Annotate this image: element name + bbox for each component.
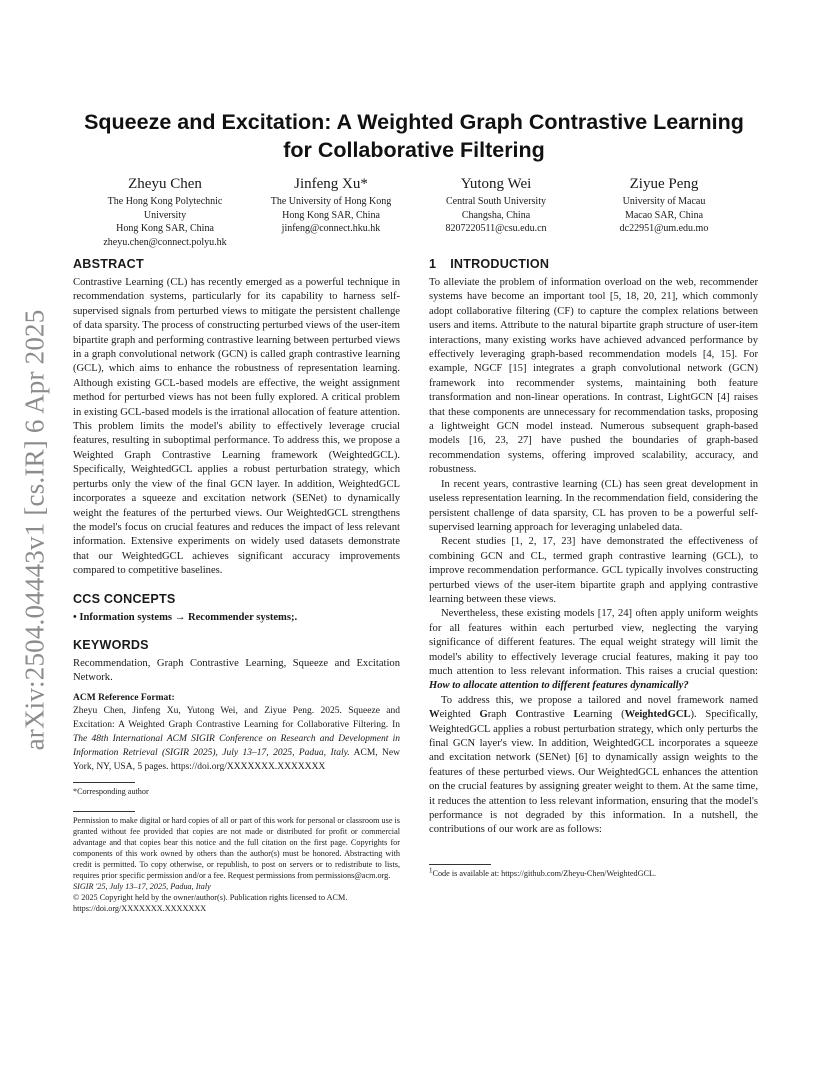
conference-line: SIGIR '25, July 13–17, 2025, Padua, Italy <box>73 881 211 891</box>
permission-notice: Permission to make digital or hard copies of all or part of this work for personal or classroom use is granted without fee provided that copies are not made or distributed for profit or commercial advantage and that copies bear this notice and the full citation on the first page. Copyrights for components of this work owned by others than the author(s) must be honored. Abstracting with credit is permitted. To copy otherwise, or republish, to post on servers or to redistribute to lists, requires prior specific permission and/or a fee. Request permissions from permissions@acm.org. <box>73 815 400 880</box>
author-block <box>90 174 240 249</box>
author-location: Hong Kong SAR, China <box>116 223 214 234</box>
intro-paragraph <box>429 694 758 838</box>
acm-reference-rest: ACM, New York, NY, USA, 5 pages. https://doi.org/XXXXXXX.XXXXXXX <box>73 747 400 772</box>
intro-text: ontrastive <box>522 709 574 721</box>
author-block <box>589 174 739 236</box>
author-affiliation: Central South University <box>446 196 546 207</box>
author-affiliation: Hong Kong SAR, China <box>282 209 380 221</box>
author-email: zheyu.chen@connect.polyu.hk <box>103 236 227 248</box>
abstract-text: Contrastive Learning (CL) has recently emerged as a powerful technique in recommendation systems, particularly for its capability to harness self-supervised signals from perturbed views to mitigate the persistent challenge of data sparsity. The process of constructing perturbed views of the user-item bipartite graph and performing contrastive learning between perturbed views in a graph convolutional network (GCN) is called graph contrastive learning (GCL), which aims to enhance the robustness of representation learning. Although existing GCL-based models are effective, the weight assignment method for perturbed views has not been fully explored. A critical problem in existing GCL-based models is the irrational allocation of feature attention. This problem limits the model's ability to effectively leverage crucial features, resulting in suboptimal performance. To address this, we propose a Weighted Graph Contrastive Learning framework (WeightedGCL). Specifically, WeightedGCL applies a robust perturbation strategy, which perturbs only the view of the final GCN layer. In addition, WeightedGCL incorporates a squeeze and excitation network (SENet) to dynamically weight the features of the perturbed views. Our WeightedGCL strengthens the model's focus on crucial features and reduces the impact of less relevant information. Extensive experiments on widely used datasets demonstrate that our WeightedGCL achieves significant accuracy improvements compared to competitive baselines. <box>73 277 400 577</box>
key-question: How to allocate attention to different features dynamically? <box>429 680 689 692</box>
author-affiliation: Changsha, China <box>461 209 531 221</box>
arxiv-id: arXiv:2504.04443v1 [cs.IR] 6 Apr 2025 <box>19 309 50 751</box>
acm-reference <box>73 704 400 774</box>
permission-rule <box>73 811 135 812</box>
intro-paragraph: In recent years, contrastive learning (CL) has seen great development in useless representation learning. In the recommendation field, considering the persistent challenge of data sparsity, CL has proven to be a powerful self-supervised learning approach for leveraging unlabeled data. <box>429 478 758 533</box>
copyright-line: © 2025 Copyright held by the owner/author(s). Publication rights licensed to ACM. <box>73 892 348 902</box>
intro-paragraph <box>429 607 758 693</box>
ccs-heading: CCS CONCEPTS <box>73 591 176 606</box>
author-name: Zheyu Chen <box>128 176 202 192</box>
acronym-letter: L <box>573 709 581 721</box>
author-email: dc22951@um.edu.mo <box>619 223 709 234</box>
author-name: Jinfeng Xu* <box>294 176 368 192</box>
arxiv-stamp <box>20 300 50 760</box>
intro-paragraph: To alleviate the problem of information overload on the web, recommender systems have become an important tool [5, 18, 20, 21], which commonly adopt collaborative filtering (CF) to capture the complex relations between users and items. Attribute to the natural bipartite graph structure of user-item interactions, many existing works have achieved advanced performance by effectively leveraging graph-based recommendation models [4, 15]. For example, NGCF [15] integrates a graph convolutional network (GCN) framework into recommender systems, maintaining both feature transformation and non-linear operations. In contrast, LightGCN [4] raises that these components are unnecessary for recommendation tasks, proposing a lightweight GCN model instead. Numerous subsequent graph-based models [16, 23, 27] have pushed the boundaries of graph-based recommendation systems, offering improved scalability, accuracy, and robustness. <box>429 277 758 476</box>
intro-text: earning ( <box>580 709 625 721</box>
author-affiliation: University of Macau <box>622 196 706 207</box>
author-name: Ziyue Peng <box>629 176 699 192</box>
intro-text: To address this, we propose a tailored and novel framework named <box>441 694 758 706</box>
footnote-rule <box>73 782 135 783</box>
section-number: 1 <box>429 257 437 271</box>
footnote-rule <box>429 864 491 865</box>
acm-reference-heading: ACM Reference Format: <box>73 692 175 703</box>
author-block <box>421 174 571 236</box>
acm-reference-venue: The 48th International ACM SIGIR Conference on Research and Development in Information Retrieval (SIGIR 2025), July 13–17, 2025, Padua, Italy. <box>73 733 400 758</box>
corresponding-author-note: *Corresponding author <box>73 786 149 796</box>
author-email: 8207220511@csu.edu.cn <box>445 223 547 234</box>
intro-text: ). Specifically, WeightedGCL applies a robust perturbation strategy, which only perturbs the final GCN layer's view. In addition, WeightedGCL incorporates a squeeze and excitation network (SENet) [6] to dynamically assign weights to the features of these perturbed views. Our WeightedGCL enhances the attention on the crucial features by assigning greater weight to them. At the same time, it reduces the attention to less relevant information, ensuring that the model's performance is not degraded by this information. In a nutshell, the contributions of our work are as follows: <box>429 709 758 836</box>
acm-reference-authors: Zheyu Chen, Jinfeng Xu, Yutong Wei, and Ziyue Peng. 2025. Squeeze and Excitation: A Weighted Graph Contrastive Learning for Collaborative Filtering. In <box>73 705 400 730</box>
keywords-heading: KEYWORDS <box>73 637 149 652</box>
title-line-1: Squeeze and Excitation: A Weighted Graph Contrastive Learning <box>84 110 744 134</box>
intro-paragraph: Recent studies [1, 2, 17, 23] have demonstrated the effectiveness of combining GCN and CL, termed graph contrastive learning (GCL), to improve recommendation performance. GCL typically involves constructing perturbed views of the user-item bipartite graph and applying contrastive learning between these views. <box>429 536 758 605</box>
acronym-letter: W <box>429 709 440 721</box>
model-name: WeightedGCL <box>624 709 691 721</box>
section-title: INTRODUCTION <box>450 257 550 271</box>
abstract-heading: ABSTRACT <box>73 257 144 271</box>
intro-text: raph <box>487 709 516 721</box>
left-column <box>73 256 400 914</box>
author-affiliation: University <box>143 209 187 221</box>
keywords-text: Recommendation, Graph Contrastive Learning, Squeeze and Excitation Network. <box>73 657 400 684</box>
author-affiliation: The University of Hong Kong <box>270 196 392 207</box>
author-name: Yutong Wei <box>460 176 532 192</box>
right-column <box>429 256 758 879</box>
code-link[interactable]: Code is available at: https://github.com/Zheyu-Chen/WeightedGCL. <box>432 868 657 878</box>
doi-line: https://doi.org/XXXXXXX.XXXXXXX <box>73 903 207 913</box>
acronym-letter: G <box>479 709 488 721</box>
ccs-text: • Information systems → Recommender systems;. <box>73 611 298 623</box>
intro-text: Nevertheless, these existing models [17, 24] often apply uniform weights for all features within each perturbed view, neglecting the varying significance of different features. The equal weight strategy will limit the model's ability to effectively leverage crucial features, making it pay too much attention to less relevant information. This raises a crucial question: <box>429 608 758 677</box>
acronym-letter: C <box>515 709 523 721</box>
paper-title <box>60 108 768 164</box>
title-line-2: for Collaborative Filtering <box>283 138 545 162</box>
intro-text: eighted <box>439 709 480 721</box>
footnote-mark: 1 <box>429 866 433 875</box>
author-affiliation: The Hong Kong Polytechnic <box>107 196 223 207</box>
intro-heading <box>429 256 758 272</box>
author-email: jinfeng@connect.hku.hk <box>281 223 381 234</box>
author-block <box>256 174 406 236</box>
code-footnote <box>429 868 758 879</box>
author-affiliation: Macao SAR, China <box>624 209 704 221</box>
